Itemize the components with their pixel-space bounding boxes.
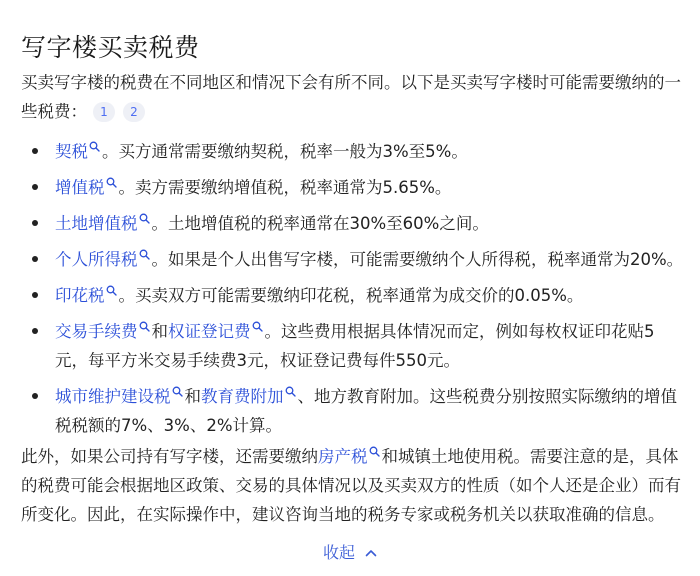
search-icon[interactable]: [139, 321, 150, 332]
item-text: 。如果是个人出售写字楼，可能需要缴纳个人所得税，税率通常为20%。: [151, 250, 684, 269]
outro-text-after: 和城镇土地使用税。需要注意的是，具体的税费可能会根据地区政策、交易的具体情况以及买卖双方的性质（如个人还是企业）而有所变化。因此，在实际操作中，建议咨询当地的税务专家或税务机关以获取准确的信息。: [21, 447, 681, 524]
list-item: [21, 245, 687, 274]
list-item: [21, 281, 687, 310]
list-item: [21, 317, 687, 375]
list-item: [21, 209, 687, 238]
reference-list: [93, 102, 145, 122]
list-item: [21, 382, 687, 440]
tax-link[interactable]: 个人所得税: [55, 250, 138, 269]
search-icon[interactable]: [106, 285, 117, 296]
item-text: 。土地增值税的税率通常在30%至60%之间。: [151, 214, 489, 233]
item-text: 。买卖双方可能需要缴纳印花税，税率通常为成交价的0.05%。: [118, 286, 584, 305]
search-icon[interactable]: [106, 177, 117, 188]
outro-text-before: 此外，如果公司持有写字楼，还需要缴纳: [21, 447, 318, 466]
item-text: 。这些费用根据具体情况而定，例如每枚权证印花贴5元，每平方米交易手续费3元，权证登记费每件550元。: [55, 322, 655, 370]
list-item: [21, 137, 687, 166]
tax-link[interactable]: 房产税: [318, 447, 368, 466]
item-text: 。买方通常需要缴纳契税，税率一般为3%至5%。: [102, 142, 468, 161]
bullet-dot: [32, 256, 38, 262]
tax-link[interactable]: 教育费附加: [201, 387, 284, 406]
search-icon[interactable]: [139, 249, 150, 260]
tax-link[interactable]: 增值税: [55, 178, 105, 197]
search-icon[interactable]: [172, 386, 183, 397]
bullet-dot: [32, 148, 38, 154]
bullet-dot: [32, 328, 38, 334]
search-icon[interactable]: [139, 213, 150, 224]
tax-list: [21, 137, 687, 447]
bullet-dot: [32, 292, 38, 298]
reference-badge[interactable]: 1: [93, 102, 115, 122]
connector-text: 和: [184, 387, 201, 406]
bullet-dot: [32, 220, 38, 226]
search-icon[interactable]: [252, 321, 263, 332]
tax-link[interactable]: 契税: [55, 142, 88, 161]
item-text: 。卖方需要缴纳增值税，税率通常为5.65%。: [118, 178, 452, 197]
connector-text: 和: [151, 322, 168, 341]
outro-paragraph: [21, 442, 687, 529]
tax-link[interactable]: 交易手续费: [55, 322, 138, 341]
tax-link[interactable]: 土地增值税: [55, 214, 138, 233]
list-item: [21, 173, 687, 202]
search-icon[interactable]: [89, 141, 100, 152]
page-title: 写字楼买卖税费: [21, 33, 200, 62]
bullet-dot: [32, 393, 38, 399]
reference-badge[interactable]: 2: [123, 102, 145, 122]
bullet-dot: [32, 184, 38, 190]
tax-link[interactable]: 权证登记费: [168, 322, 251, 341]
tax-link[interactable]: 城市维护建设税: [55, 387, 171, 406]
search-icon[interactable]: [369, 446, 380, 457]
intro-paragraph: [21, 68, 687, 126]
collapse-button[interactable]: [0, 540, 700, 563]
chevron-up-icon: [365, 545, 377, 561]
search-icon[interactable]: [285, 386, 296, 397]
intro-text: 买卖写字楼的税费在不同地区和情况下会有所不同。以下是买卖写字楼时可能需要缴纳的一些税费：: [21, 73, 681, 121]
collapse-label: 收起: [322, 543, 355, 562]
item-text: 、地方教育附加。这些税费分别按照实际缴纳的增值税税额的7%、3%、2%计算。: [55, 387, 677, 435]
tax-link[interactable]: 印花税: [55, 286, 105, 305]
